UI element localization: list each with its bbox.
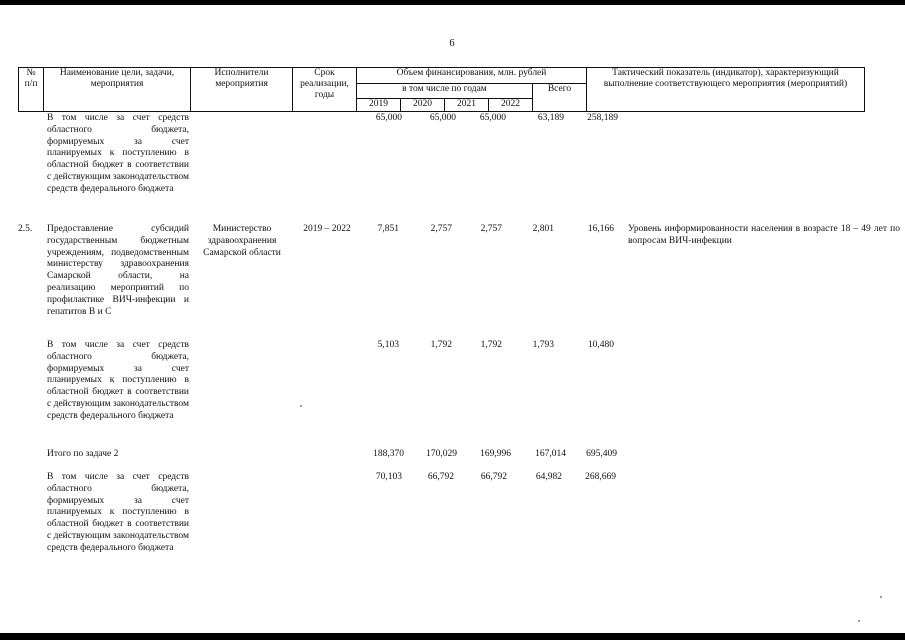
row4-value-2020: 170,029 xyxy=(426,449,457,459)
row1-total: 258,189 xyxy=(587,113,618,123)
top-scan-border xyxy=(0,0,905,5)
row4-total: 695,409 xyxy=(586,449,617,459)
row1-value-2021: 65,000 xyxy=(479,113,506,123)
row5-description: В том числе за счет средств областного бюджета, формируемых за счет планируемых к поступлению в областной бюджет в соответствии с действующим законодательством средств федерального бюджета xyxy=(47,472,189,553)
header-num: № п/п xyxy=(19,68,44,112)
row1-value-2019: 65,000 xyxy=(375,113,402,123)
row2-value-2020: 2,757 xyxy=(430,224,452,234)
header-total: Всего xyxy=(533,84,587,112)
row3-description: В том числе за счет средств областного бюджета, формируемых за счет планируемых к поступлению в областной бюджет в соответствии с действующим законодательством средств федерального бюджета xyxy=(47,340,189,421)
bottom-scan-border xyxy=(0,633,905,640)
row2-executor: Министерство здравоохранения Самарской области xyxy=(203,224,281,258)
table-header xyxy=(18,67,865,112)
row2-value-2021: 2,757 xyxy=(480,224,502,234)
header-executors: Исполнители мероприятия xyxy=(191,68,293,112)
row2-number: 2.5. xyxy=(18,224,33,234)
row5-value-2021: 66,792 xyxy=(480,472,507,482)
scan-speck xyxy=(300,405,302,407)
row1-value-2020: 65,000 xyxy=(429,113,456,123)
row5-value-2022: 64,982 xyxy=(535,472,562,482)
row5-value-2019: 70,103 xyxy=(375,472,402,482)
row4-value-2019: 188,370 xyxy=(373,449,404,459)
header-year-2021: 2021 xyxy=(445,99,489,112)
row1-description: В том числе за счет средств областного бюджета, формируемых за счет планируемых к поступлению в областной бюджет в соответствии с действующим законодательством средств федерального бюджета xyxy=(47,113,189,194)
page-number: 6 xyxy=(449,38,455,49)
scan-speck xyxy=(858,620,860,622)
header-funding: Объем финансирования, млн. рублей xyxy=(357,68,587,84)
row2-total: 16,166 xyxy=(587,224,614,234)
row2-term: 2019 – 2022 xyxy=(303,224,351,234)
header-indicator: Тактический показатель (индикатор), характеризующий выполнение соответствующего мероприятия (мероприятий) xyxy=(587,68,865,112)
row4-value-2021: 169,996 xyxy=(480,449,511,459)
header-name: Наименование цели, задачи, мероприятия xyxy=(44,68,191,112)
row3-value-2022: 1,793 xyxy=(532,340,554,350)
header-year-2020: 2020 xyxy=(401,99,445,112)
header-term: Срок реализации, годы xyxy=(293,68,357,112)
row4-description: Итого по задаче 2 xyxy=(47,449,119,459)
row3-value-2019: 5,103 xyxy=(377,340,399,350)
row2-indicator: Уровень информированности населения в возрасте 18 – 49 лет по вопросам ВИЧ-инфекции xyxy=(628,224,900,246)
row2-description: Предоставление субсидий государственным бюджетным учреждениям, подведомственным министерству здравоохранения Самарской области, на реализацию мероприятий по профилактике ВИЧ-инфекции и гепатитов В и С xyxy=(47,224,189,317)
header-year-2019: 2019 xyxy=(357,99,401,112)
row2-value-2019: 7,851 xyxy=(377,224,399,234)
row3-value-2020: 1,792 xyxy=(430,340,452,350)
row4-value-2022: 167,014 xyxy=(535,449,566,459)
row5-total: 268,669 xyxy=(585,472,616,482)
row3-value-2021: 1,792 xyxy=(480,340,502,350)
row1-value-2022: 63,189 xyxy=(537,113,564,123)
header-year-2022: 2022 xyxy=(489,99,533,112)
scan-speck xyxy=(880,596,882,598)
row5-value-2020: 66,792 xyxy=(427,472,454,482)
header-by-years: в том числе по годам xyxy=(357,84,533,99)
row2-value-2022: 2,801 xyxy=(532,224,554,234)
row3-total: 10,480 xyxy=(587,340,614,350)
